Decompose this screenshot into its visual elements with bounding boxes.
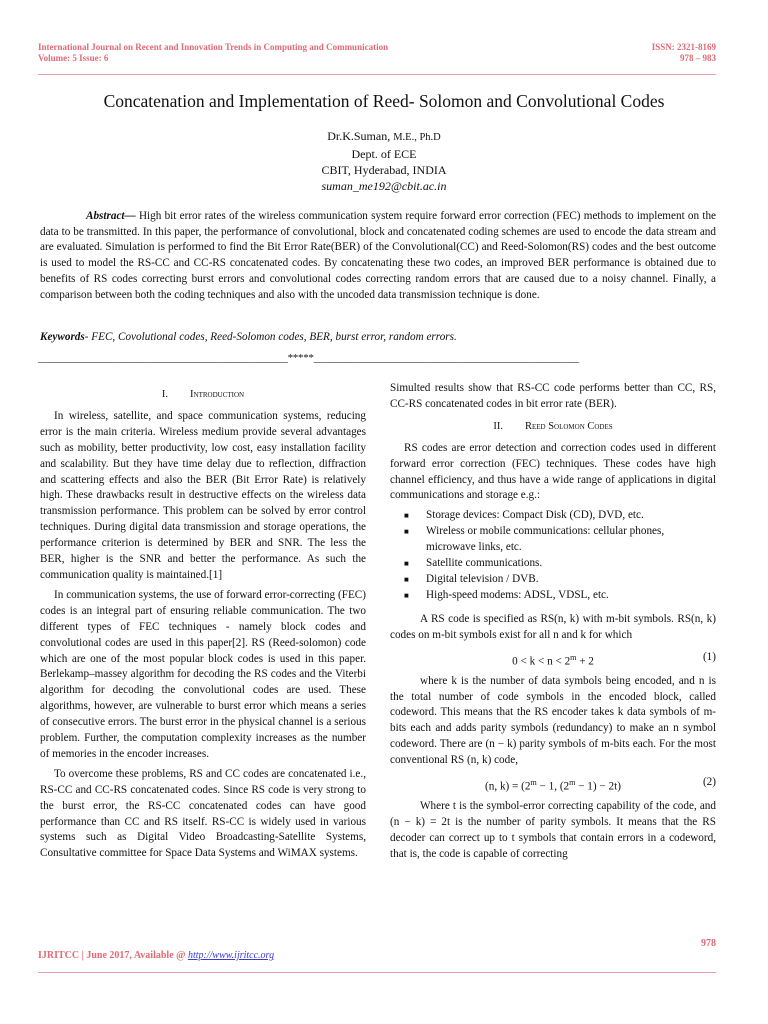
footer-divider <box>38 972 716 973</box>
journal-link[interactable]: http://www.ijritcc.org <box>187 950 275 961</box>
paper-title: Concatenation and Implementation of Reed- Solomon and Convolutional Codes <box>103 91 665 111</box>
header-left <box>38 42 388 64</box>
author-dept: Dept. of ECE <box>351 147 417 161</box>
paragraph: where k is the number of data symbols being encoded, and n is the total number of code symbols in the encoded block, called codeword. This means that the RS encoder takes k data symbols of m- bits each and adds parity symbols (redundancy) to make an n symbol codeword. There are (n − k) parity symbols of m-bits each. For the most conventional RS (n, k) code, <box>390 674 716 767</box>
paragraph: In communication systems, the use of forward error-correcting (FEC) codes is an integral part of ensuring reliable communication. The two different types of FEC techniques - namely block codes and convolutional codes are used in this paper[2]. RS (Reed-solomon) code which are one of the most popular block codes is used in this paper. Berlekamp–massey algorithm for decoding the RS codes and the Viterbi algorithm for decoding the convolutional codes are used. These algorithms, however, are vulnerable to burst error which means a series of consecutive errors. The burst error in the physical channel is a serious problem. Further, the computation complexity increases as the number of memories in the encoder increases. <box>40 588 366 760</box>
volume-issue: Volume: 5 Issue: 6 <box>38 53 109 63</box>
section-separator: ________________________________________________*****___________________________________________________ <box>38 352 579 364</box>
page-range: 978 – 983 <box>680 53 716 63</box>
list-item: ■ High-speed modems: ADSL, VDSL, etc. <box>426 588 716 604</box>
section-number: I. <box>161 389 169 400</box>
equation-number: (1) <box>702 650 716 663</box>
list-item: ■ Satellite communications. <box>426 556 716 572</box>
header-right <box>652 42 716 64</box>
paragraph: Simulted results show that RS-CC code performs better than CC, RS, CC-RS concatenated codes in bit error rate (BER). <box>390 382 716 410</box>
abstract-label: Abstract— <box>86 210 136 222</box>
equation-2: (n, $k) = (2^m - 1$, $(2^m - 1) - 2t$) (2) <box>485 776 716 793</box>
author-degrees: M.E., Ph.D <box>393 132 441 143</box>
keywords-text: - FEC, Covolutional codes, Reed-Solomon codes, BER, burst error, random errors. <box>84 331 457 343</box>
author-name: Dr.K.Suman, <box>327 129 391 143</box>
abstract <box>40 209 716 303</box>
page-number: 978 <box>701 938 716 949</box>
keywords-label: Keywords <box>40 331 85 343</box>
equation-1: $0 < k < n < 2^m + 2$ (1) <box>512 650 716 668</box>
bullet-icon: ■ <box>404 590 409 600</box>
paragraph: Where t is the symbol-error correcting capability of the code, and (n − k) = 2t is the number of parity symbols. It means that the RS decoder can correct up to t symbols that contain errors in a codeword, that is, the code is capable of correcting <box>390 800 716 860</box>
paragraph: In wireless, satellite, and space communication systems, reducing error is the main criteria. Wireless medium provide several advantages such as mobility, better productivity, low cost, easy installation facility and scalability. But they have time delay due to reflection, diffraction and scattering effects and also the BER (Bit Error Rate) is relatively high. These drawbacks result in destructive effects on the wireless data transmission performance. This problem can be solved by error control techniques. During digital data transmission and storage operations, the performance criterion is determined by BER and SNR. The less the BER, higher is the SNR and better the performance. As such the communication quality is maintained.[1] <box>40 409 366 581</box>
author-institution: CBIT, Hyderabad, INDIA <box>321 163 447 177</box>
section-number: II. <box>493 420 503 432</box>
paragraph: A RS code is specified as RS(n, k) with m-bit symbols. RS(n, k) codes on m-bit symbols exist for all n and k for which <box>390 612 716 641</box>
abstract-text: High bit error rates of the wireless communication system require forward error correction (FEC) methods to implement on the data to be transmitted. In this paper, the performance of convolutional, block and concatenated coding schemes are used to encode the data stream and are evaluated. Simulation is performed to find the Bit Error Rate(BER) of the Convolutional(CC) and Reed-Solomon(RS) codes and the best outcome is used to model the RS-CC and CC-RS concatenated codes. By concatenating these two codes, an improved BER performance is obtained due to benefits of RS codes correcting burst errors and convolutional codes correcting random errors that are caused due to a noisy channel. Finally, a comparison between both the coding techniques and also with the uncoded data transmission technique is done. <box>40 210 716 301</box>
header-divider <box>38 74 716 75</box>
section-title: Introduction <box>190 389 245 400</box>
journal-name: International Journal on Recent and Innovation Trends in Computing and Communication <box>38 42 389 52</box>
bullet-icon: ■ <box>404 511 409 521</box>
footer <box>38 950 274 961</box>
paragraph: RS codes are error detection and correction codes used in different forward error correction (FEC) techniques. These codes have high channel efficiency, and thus have a wide range of applications in digital communications and storage e.g.: <box>390 441 716 502</box>
equation-number: (2) <box>702 776 716 789</box>
left-column <box>40 385 366 866</box>
section-heading-introduction <box>40 387 366 403</box>
section-heading-reed-solomon <box>390 419 716 435</box>
keywords <box>40 331 716 343</box>
bullet-icon: ■ <box>404 527 409 537</box>
bullet-icon: ■ <box>404 574 409 584</box>
list-item: ■ Storage devices: Compact Disk (CD), DVD, etc. <box>426 508 716 524</box>
footer-text: IJRITCC | June 2017, Available @ <box>38 950 188 961</box>
issn: ISSN: 2321-8169 <box>651 42 716 52</box>
author-email: suman_me192@cbit.ac.in <box>321 179 447 193</box>
list-item: ■ Wireless or mobile communications: cellular phones, microwave links, etc. <box>404 525 665 554</box>
paragraph: To overcome these problems, RS and CC codes are concatenated i.e., RS-CC and CC-RS concatenated codes. Since RS code is very strong to the burst error, the RS-CC concatenated codes can have good performance than CC and RS itself. RS-CC is widely used in various systems such as Digital Video Broadcasting-Satellite Systems, Consultative committee for Space Data Systems and WiMAX systems. <box>40 767 366 860</box>
list-item: ■ Digital television / DVB. <box>426 572 716 588</box>
bullet-icon: ■ <box>404 559 409 569</box>
author-block <box>0 128 768 194</box>
application-list <box>390 508 716 603</box>
section-title: Reed Solomon Codes <box>524 420 613 432</box>
right-column <box>390 381 716 867</box>
